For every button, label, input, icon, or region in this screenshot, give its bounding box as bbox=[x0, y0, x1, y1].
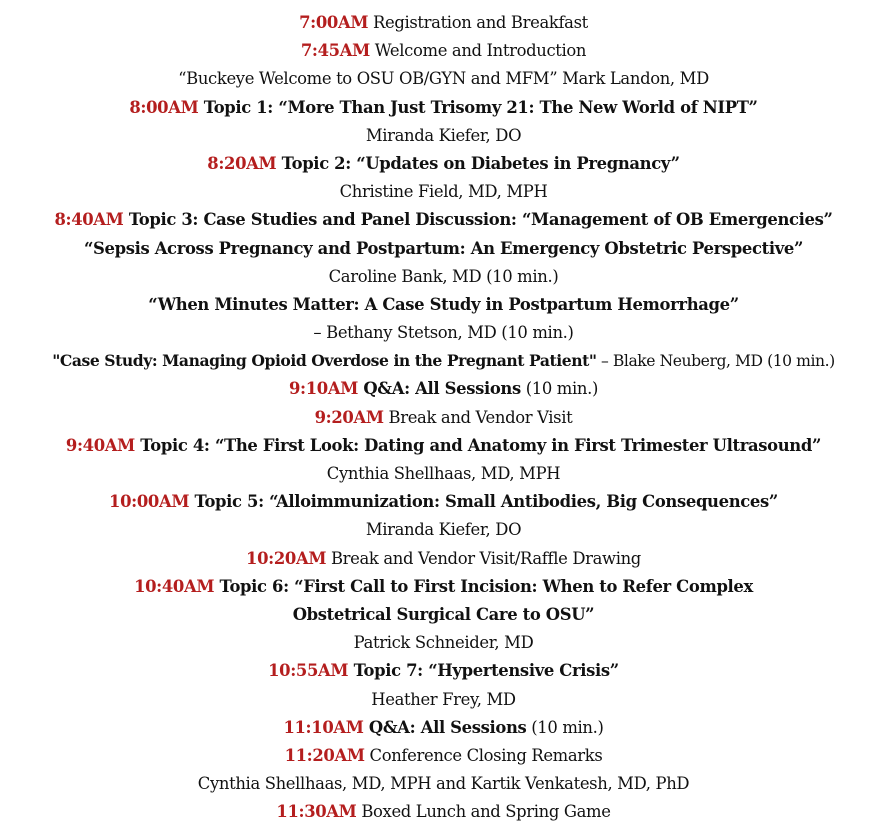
agenda-line bbox=[0, 573, 887, 601]
agenda-detail: (10 min.) bbox=[520, 379, 598, 399]
agenda-line bbox=[0, 9, 887, 37]
agenda-line bbox=[0, 404, 887, 432]
agenda-detail: Miranda Kiefer, DO bbox=[365, 125, 522, 145]
agenda-detail: Conference Closing Remarks bbox=[364, 745, 603, 765]
agenda-detail: – Blake Neuberg, MD (10 min.) bbox=[596, 352, 835, 371]
agenda-line bbox=[0, 460, 887, 488]
agenda-time: 9:10AM bbox=[288, 379, 359, 399]
agenda-title: Topic 5: “Alloimmunization: Small Antibodies, Big Consequences” bbox=[189, 492, 778, 512]
agenda-title: Topic 6: “First Call to First Incision: When to Refer Complex bbox=[214, 576, 753, 596]
agenda-line bbox=[0, 629, 887, 657]
agenda-line bbox=[0, 347, 887, 375]
agenda-line bbox=[0, 65, 887, 93]
agenda-line bbox=[0, 122, 887, 150]
agenda-detail: Miranda Kiefer, DO bbox=[365, 520, 522, 540]
agenda-title: Topic 1: “More Than Just Trisomy 21: The New World of NIPT” bbox=[198, 97, 758, 117]
agenda-line bbox=[0, 375, 887, 403]
agenda-time: 10:40AM bbox=[134, 576, 215, 596]
agenda-line bbox=[0, 516, 887, 544]
agenda-detail: – Bethany Stetson, MD (10 min.) bbox=[313, 323, 574, 343]
agenda-line bbox=[0, 178, 887, 206]
agenda-line bbox=[0, 432, 887, 460]
agenda-time: 7:00AM bbox=[299, 13, 369, 32]
agenda-time: 10:55AM bbox=[268, 661, 349, 681]
agenda-line bbox=[0, 714, 887, 742]
agenda-title: Q&A: All Sessions bbox=[363, 717, 527, 737]
agenda-detail: Break and Vendor Visit/Raffle Drawing bbox=[326, 548, 641, 568]
agenda-detail: (10 min.) bbox=[526, 717, 604, 737]
agenda-title: Topic 4: “The First Look: Dating and Anatomy in First Trimester Ultrasound” bbox=[134, 435, 822, 455]
agenda-detail: “Buckeye Welcome to OSU OB/GYN and MFM” Mark Landon, MD bbox=[178, 69, 709, 89]
agenda-time: 10:20AM bbox=[246, 548, 327, 568]
agenda-time: 8:40AM bbox=[54, 210, 124, 230]
agenda-line bbox=[0, 770, 887, 798]
agenda-time: 8:20AM bbox=[207, 153, 277, 173]
agenda-time: 7:45AM bbox=[300, 41, 370, 61]
agenda-detail: Cynthia Shellhaas, MD, MPH and Kartik Venkatesh, MD, PhD bbox=[197, 774, 690, 794]
agenda-title: Topic 2: “Updates on Diabetes in Pregnancy” bbox=[276, 153, 680, 173]
agenda-line bbox=[0, 150, 887, 178]
agenda-time: 8:00AM bbox=[129, 97, 199, 117]
agenda-time: 11:20AM bbox=[284, 745, 365, 765]
agenda-time: 10:00AM bbox=[109, 492, 190, 512]
agenda-title: Topic 3: Case Studies and Panel Discussion: “Management of OB Emergencies” bbox=[123, 210, 833, 230]
agenda-line bbox=[0, 488, 887, 516]
agenda-time: 9:20AM bbox=[314, 407, 384, 427]
agenda-line bbox=[0, 686, 887, 714]
agenda-line bbox=[0, 798, 887, 826]
agenda-line bbox=[0, 94, 887, 122]
agenda-line bbox=[0, 235, 887, 263]
agenda-detail: Registration and Breakfast bbox=[368, 13, 588, 32]
agenda-detail: Break and Vendor Visit bbox=[383, 407, 573, 427]
agenda-title: "Case Study: Managing Opioid Overdose in the Pregnant Patient" bbox=[52, 351, 597, 371]
agenda-line bbox=[0, 291, 887, 319]
agenda-line bbox=[0, 601, 887, 629]
agenda-line bbox=[0, 263, 887, 291]
agenda-line bbox=[0, 206, 887, 234]
agenda-detail: Caroline Bank, MD (10 min.) bbox=[328, 266, 559, 286]
agenda-line bbox=[0, 319, 887, 347]
agenda-line bbox=[0, 742, 887, 770]
agenda-title: “When Minutes Matter: A Case Study in Postpartum Hemorrhage” bbox=[148, 294, 739, 314]
agenda-detail: Boxed Lunch and Spring Game bbox=[356, 802, 611, 822]
agenda-detail: Christine Field, MD, MPH bbox=[339, 182, 548, 202]
agenda-title: Obstetrical Surgical Care to OSU” bbox=[292, 604, 595, 624]
agenda-line bbox=[0, 37, 887, 65]
agenda-detail: Heather Frey, MD bbox=[371, 689, 516, 709]
agenda-time: 11:10AM bbox=[283, 717, 364, 737]
agenda-title: Q&A: All Sessions bbox=[358, 379, 521, 399]
agenda-line bbox=[0, 545, 887, 573]
agenda-time: 9:40AM bbox=[65, 435, 135, 455]
agenda-line bbox=[0, 657, 887, 685]
agenda-detail: Patrick Schneider, MD bbox=[353, 633, 534, 653]
agenda-time: 11:30AM bbox=[276, 802, 357, 822]
agenda-detail: Welcome and Introduction bbox=[369, 41, 587, 61]
agenda-title: Topic 7: “Hypertensive Crisis” bbox=[348, 661, 619, 681]
agenda-detail: Cynthia Shellhaas, MD, MPH bbox=[326, 464, 561, 483]
agenda-title: “Sepsis Across Pregnancy and Postpartum: An Emergency Obstetric Perspective” bbox=[83, 238, 804, 258]
